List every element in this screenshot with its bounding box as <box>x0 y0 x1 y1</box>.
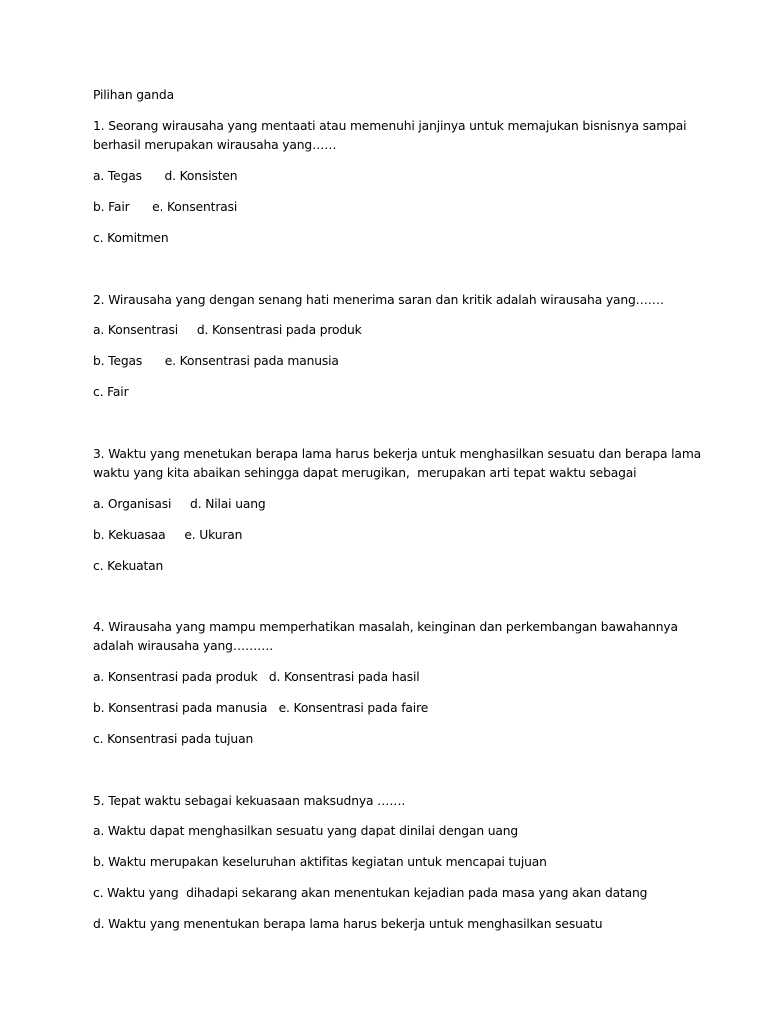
answer-option-line: a. Organisasi d. Nilai uang <box>93 497 266 511</box>
answer-option-line: c. Waktu yang dihadapi sekarang akan menentukan kejadian pada masa yang akan datang <box>93 886 648 900</box>
question-text-line: 2. Wirausaha yang dengan senang hati menerima saran dan kritik adalah wirausaha yang……. <box>93 293 664 307</box>
question-text-line: 5. Tepat waktu sebagai kekuasaan maksudnya ……. <box>93 794 406 808</box>
answer-option-line: a. Tegas d. Konsisten <box>93 169 238 183</box>
answer-option-line: b. Konsentrasi pada manusia e. Konsentrasi pada faire <box>93 701 429 715</box>
answer-option-line: a. Konsentrasi pada produk d. Konsentrasi pada hasil <box>93 670 420 684</box>
question-text-line: 3. Waktu yang menetukan berapa lama harus bekerja untuk menghasilkan sesuatu dan berapa lama <box>93 447 702 461</box>
answer-option-line: c. Konsentrasi pada tujuan <box>93 732 254 746</box>
answer-option-line: b. Waktu merupakan keseluruhan aktifitas kegiatan untuk mencapai tujuan <box>93 855 547 869</box>
answer-option-line: c. Fair <box>93 385 129 399</box>
answer-option-line: c. Komitmen <box>93 231 169 245</box>
answer-option-line: c. Kekuatan <box>93 559 164 573</box>
answer-option-line: a. Waktu dapat menghasilkan sesuatu yang dapat dinilai dengan uang <box>93 824 519 838</box>
question-text-line: 1. Seorang wirausaha yang mentaati atau memenuhi janjinya untuk memajukan bisnisnya sampai <box>93 119 687 133</box>
question-text-line: adalah wirausaha yang………. <box>93 639 274 653</box>
answer-option-line: a. Konsentrasi d. Konsentrasi pada produk <box>93 323 362 337</box>
question-text-line: waktu yang kita abaikan sehingga dapat merugikan, merupakan arti tepat waktu sebagai <box>93 466 637 480</box>
answer-option-line: d. Waktu yang menentukan berapa lama harus bekerja untuk menghasilkan sesuatu <box>93 917 603 931</box>
question-text-line: berhasil merupakan wirausaha yang…… <box>93 138 337 152</box>
answer-option-line: b. Fair e. Konsentrasi <box>93 200 238 214</box>
answer-option-line: b. Kekuasaa e. Ukuran <box>93 528 243 542</box>
answer-option-line: b. Tegas e. Konsentrasi pada manusia <box>93 354 339 368</box>
document-heading: Pilihan ganda <box>93 88 174 102</box>
question-text-line: 4. Wirausaha yang mampu memperhatikan masalah, keinginan dan perkembangan bawahannya <box>93 620 678 634</box>
